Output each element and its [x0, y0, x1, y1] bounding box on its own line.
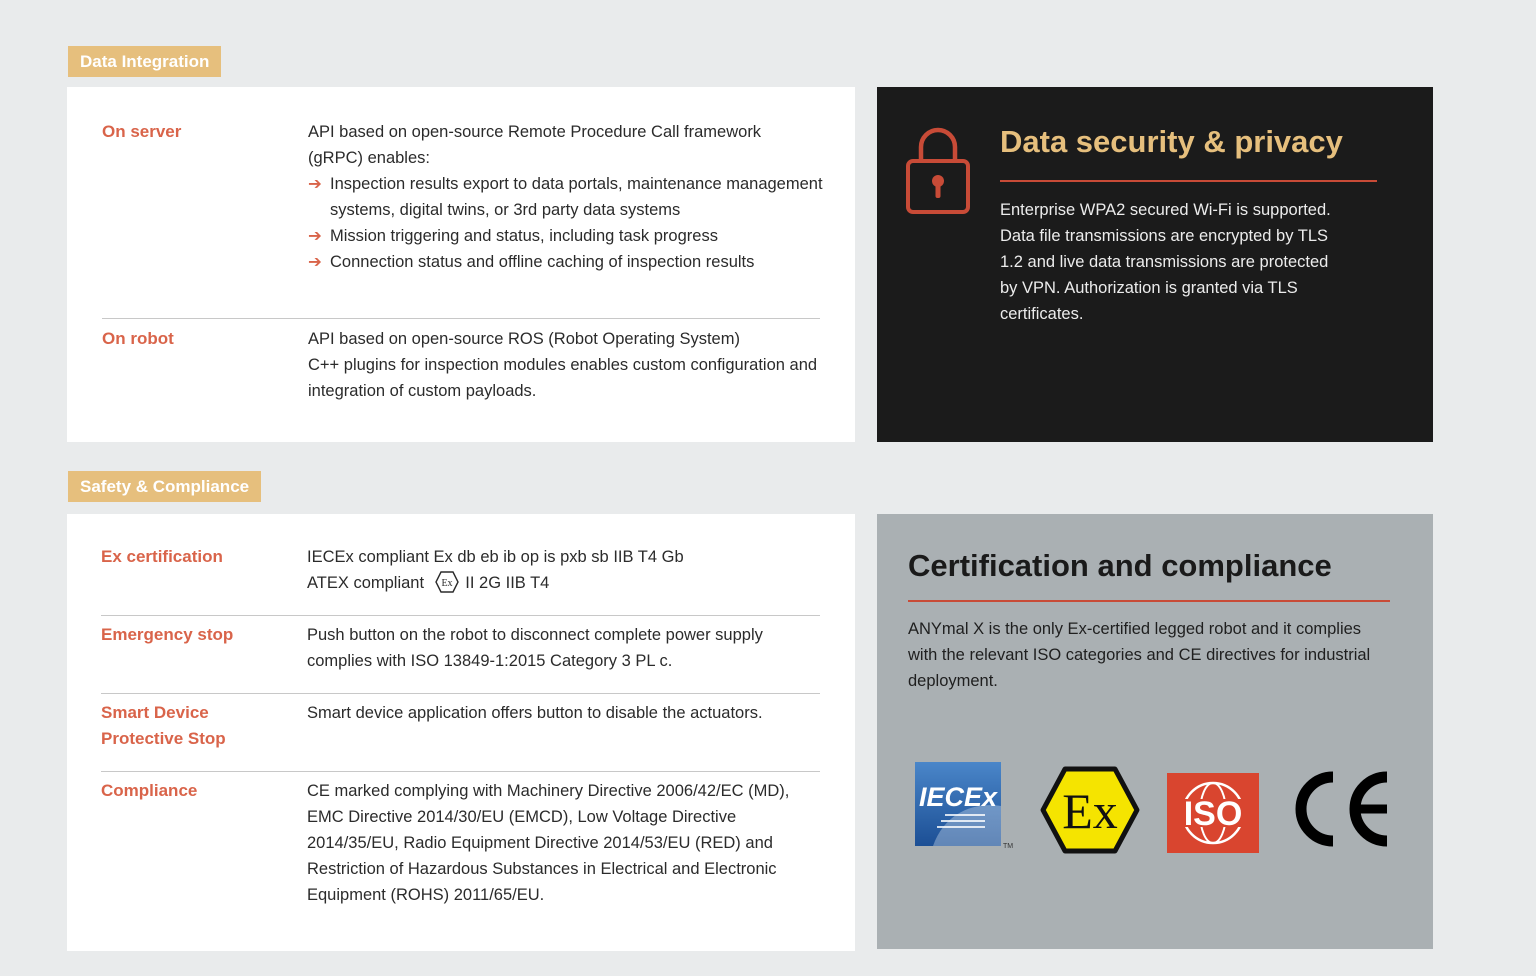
arrow-right-icon: ➔: [308, 253, 322, 271]
certification-title: Certification and compliance: [908, 548, 1332, 583]
bullet-item: ➔ Mission triggering and status, including task progress: [308, 223, 828, 249]
row-body-ex-certification: [307, 544, 827, 596]
row-divider: [101, 771, 820, 772]
bullet-item: ➔ Inspection results export to data portals, maintenance management systems, digital twins, or 3rd party data systems: [308, 171, 828, 223]
row-body-on-server: [308, 119, 828, 275]
row-divider: [101, 615, 820, 616]
on-server-intro-line-1: API based on open-source Remote Procedure Call framework: [308, 123, 762, 141]
ex-hazard-logo-icon: [1040, 766, 1140, 854]
iecex-logo-icon: [915, 762, 1015, 850]
title-underline: [1000, 180, 1377, 182]
on-robot-line-2: C++ plugins for inspection modules enables custom configuration and integration of custom payloads.: [308, 356, 818, 400]
arrow-right-icon: ➔: [308, 227, 322, 245]
row-divider: [101, 693, 820, 694]
title-underline: [908, 600, 1390, 602]
atex-ex-symbol-icon: [435, 571, 459, 593]
svg-text:Ex: Ex: [441, 578, 453, 589]
svg-text:Ex: Ex: [1062, 783, 1118, 839]
row-body-on-robot: [308, 326, 828, 404]
certification-panel: [877, 514, 1433, 949]
svg-text:IECEx: IECEx: [918, 782, 998, 812]
svg-text:TM: TM: [1003, 843, 1014, 850]
certification-description: ANYmal X is the only Ex-certified legged robot and it complies with the relevant ISO categories and CE directives for industrial deployment.: [908, 620, 1371, 690]
row-body-compliance: CE marked complying with Machinery Directive 2006/42/EC (MD), EMC Directive 2014/30/EU (EMCD), Low Voltage Directive 2014/35/EU, Radio Equipment Directive 2014/53/EU (RED) and Restriction of Hazardous Substances in Electrical and Electronic Equipment (ROHS) 2011/65/EU.: [307, 782, 790, 904]
svg-text:CE: CE: [1287, 769, 1289, 770]
iso-logo-icon: [1167, 773, 1259, 853]
on-robot-line-1: API based on open-source ROS (Robot Operating System): [308, 330, 740, 348]
ce-mark-logo-icon: [1287, 769, 1393, 849]
data-integration-card: [67, 87, 855, 442]
on-server-intro-line-2: (gRPC) enables:: [308, 149, 430, 167]
padlock-icon: [905, 123, 971, 215]
row-label-on-server: On server: [102, 122, 182, 141]
row-body-smart-device-stop: Smart device application offers button to disable the actuators.: [307, 704, 763, 722]
bullet-item: ➔ Connection status and offline caching of inspection results: [308, 249, 828, 275]
ex-cert-line-2: ATEX compliant Ex II 2G IIB T4: [307, 570, 827, 596]
row-label-smart-device-stop: Smart Device Protective Stop: [101, 703, 226, 748]
row-body-emergency-stop: Push button on the robot to disconnect complete power supply complies with ISO 13849-1:2015 Category 3 PL c.: [307, 626, 763, 670]
security-title: Data security & privacy: [1000, 124, 1343, 159]
security-description: Enterprise WPA2 secured Wi-Fi is supported. Data file transmissions are encrypted by TLS 1.2 and live data transmissions are protected by VPN. Authorization is granted via TLS certificates.: [1000, 201, 1331, 323]
svg-text:ISO: ISO: [1183, 795, 1243, 833]
row-divider: [102, 318, 820, 319]
ex-cert-line-1: IECEx compliant Ex db eb ib op is pxb sb IIB T4 Gb: [307, 548, 684, 566]
safety-compliance-card: [67, 514, 855, 951]
arrow-right-icon: ➔: [308, 175, 322, 193]
data-security-panel: [877, 87, 1433, 442]
section-tag-data-integration: Data Integration: [68, 46, 221, 77]
row-label-on-robot: On robot: [102, 329, 174, 348]
row-label-ex-certification: Ex certification: [101, 547, 223, 566]
row-label-emergency-stop: Emergency stop: [101, 625, 234, 644]
row-label-compliance: Compliance: [101, 781, 198, 800]
section-tag-safety-compliance: Safety & Compliance: [68, 471, 261, 502]
